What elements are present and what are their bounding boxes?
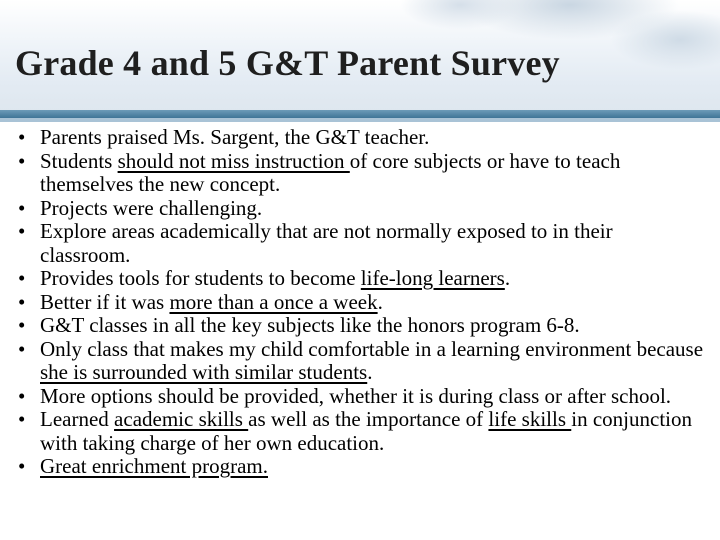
underlined-text: should not miss instruction (117, 148, 350, 173)
underlined-text: life skills (488, 407, 572, 431)
bullet-item (18, 126, 708, 150)
bullet-text: Parents praised Ms. Sargent, the G&T teacher. (40, 125, 430, 149)
bullet-item (18, 220, 708, 267)
bullet-point: • (18, 266, 26, 290)
bullet-item (18, 338, 708, 385)
bullet-item (18, 197, 708, 221)
underlined-text: academic skills (114, 407, 249, 431)
bullet-item (18, 314, 708, 338)
bullet-point: • (18, 219, 26, 243)
bullet-point: • (18, 336, 26, 361)
bullet-text: More options should be provided, whether it is during class or after school. (40, 383, 672, 408)
bullet-item (18, 455, 708, 479)
slide-header (0, 0, 720, 118)
bullet-text: as well as the importance of (248, 407, 489, 431)
bullet-text: G&T classes in all the key subjects like the honors program 6-8. (40, 313, 580, 337)
slide-title: Grade 4 and 5 G&T Parent Survey (15, 43, 560, 83)
underlined-text: she is surrounded with similar students (40, 360, 368, 384)
bullet-item (18, 385, 708, 409)
bullet-text: Better if it was (40, 289, 170, 314)
bullet-point: • (18, 289, 26, 314)
bullet-text: Projects were challenging. (40, 195, 263, 220)
bullet-text: . (367, 360, 373, 384)
bullet-item (18, 291, 708, 315)
bullet-point: • (18, 407, 26, 431)
underlined-text: life-long learners (360, 266, 505, 290)
header-accent-bar (0, 110, 720, 118)
header-accent-stripe (0, 118, 720, 122)
bullet-list (18, 126, 708, 479)
bullet-text: . (377, 289, 383, 314)
bullet-text: Explore areas academically that are not normally exposed to in their classroom. (40, 219, 613, 267)
underlined-text: Great enrichment program. (40, 454, 268, 478)
bullet-text: Provides tools for students to become (40, 266, 361, 290)
bullet-item (18, 150, 708, 197)
bullet-item (18, 267, 708, 291)
bullet-point: • (18, 148, 26, 173)
bullet-point: • (18, 383, 26, 408)
bullet-text: Students (40, 148, 118, 173)
bullet-item (18, 408, 708, 455)
bullet-text: Only class that makes my child comfortable in a learning environment because (40, 336, 704, 361)
bullet-point: • (18, 454, 26, 478)
bullet-text: of core subjects or have to teach themselves the new concept. (40, 148, 621, 196)
underlined-text: more than a once a week (169, 289, 378, 314)
bullet-text: Learned (40, 407, 115, 431)
bullet-point: • (18, 195, 26, 220)
bullet-point: • (18, 125, 26, 149)
bullet-text: in conjunction with taking charge of her own education. (40, 407, 692, 455)
bullet-text: . (504, 266, 511, 290)
bullet-point: • (18, 313, 26, 337)
